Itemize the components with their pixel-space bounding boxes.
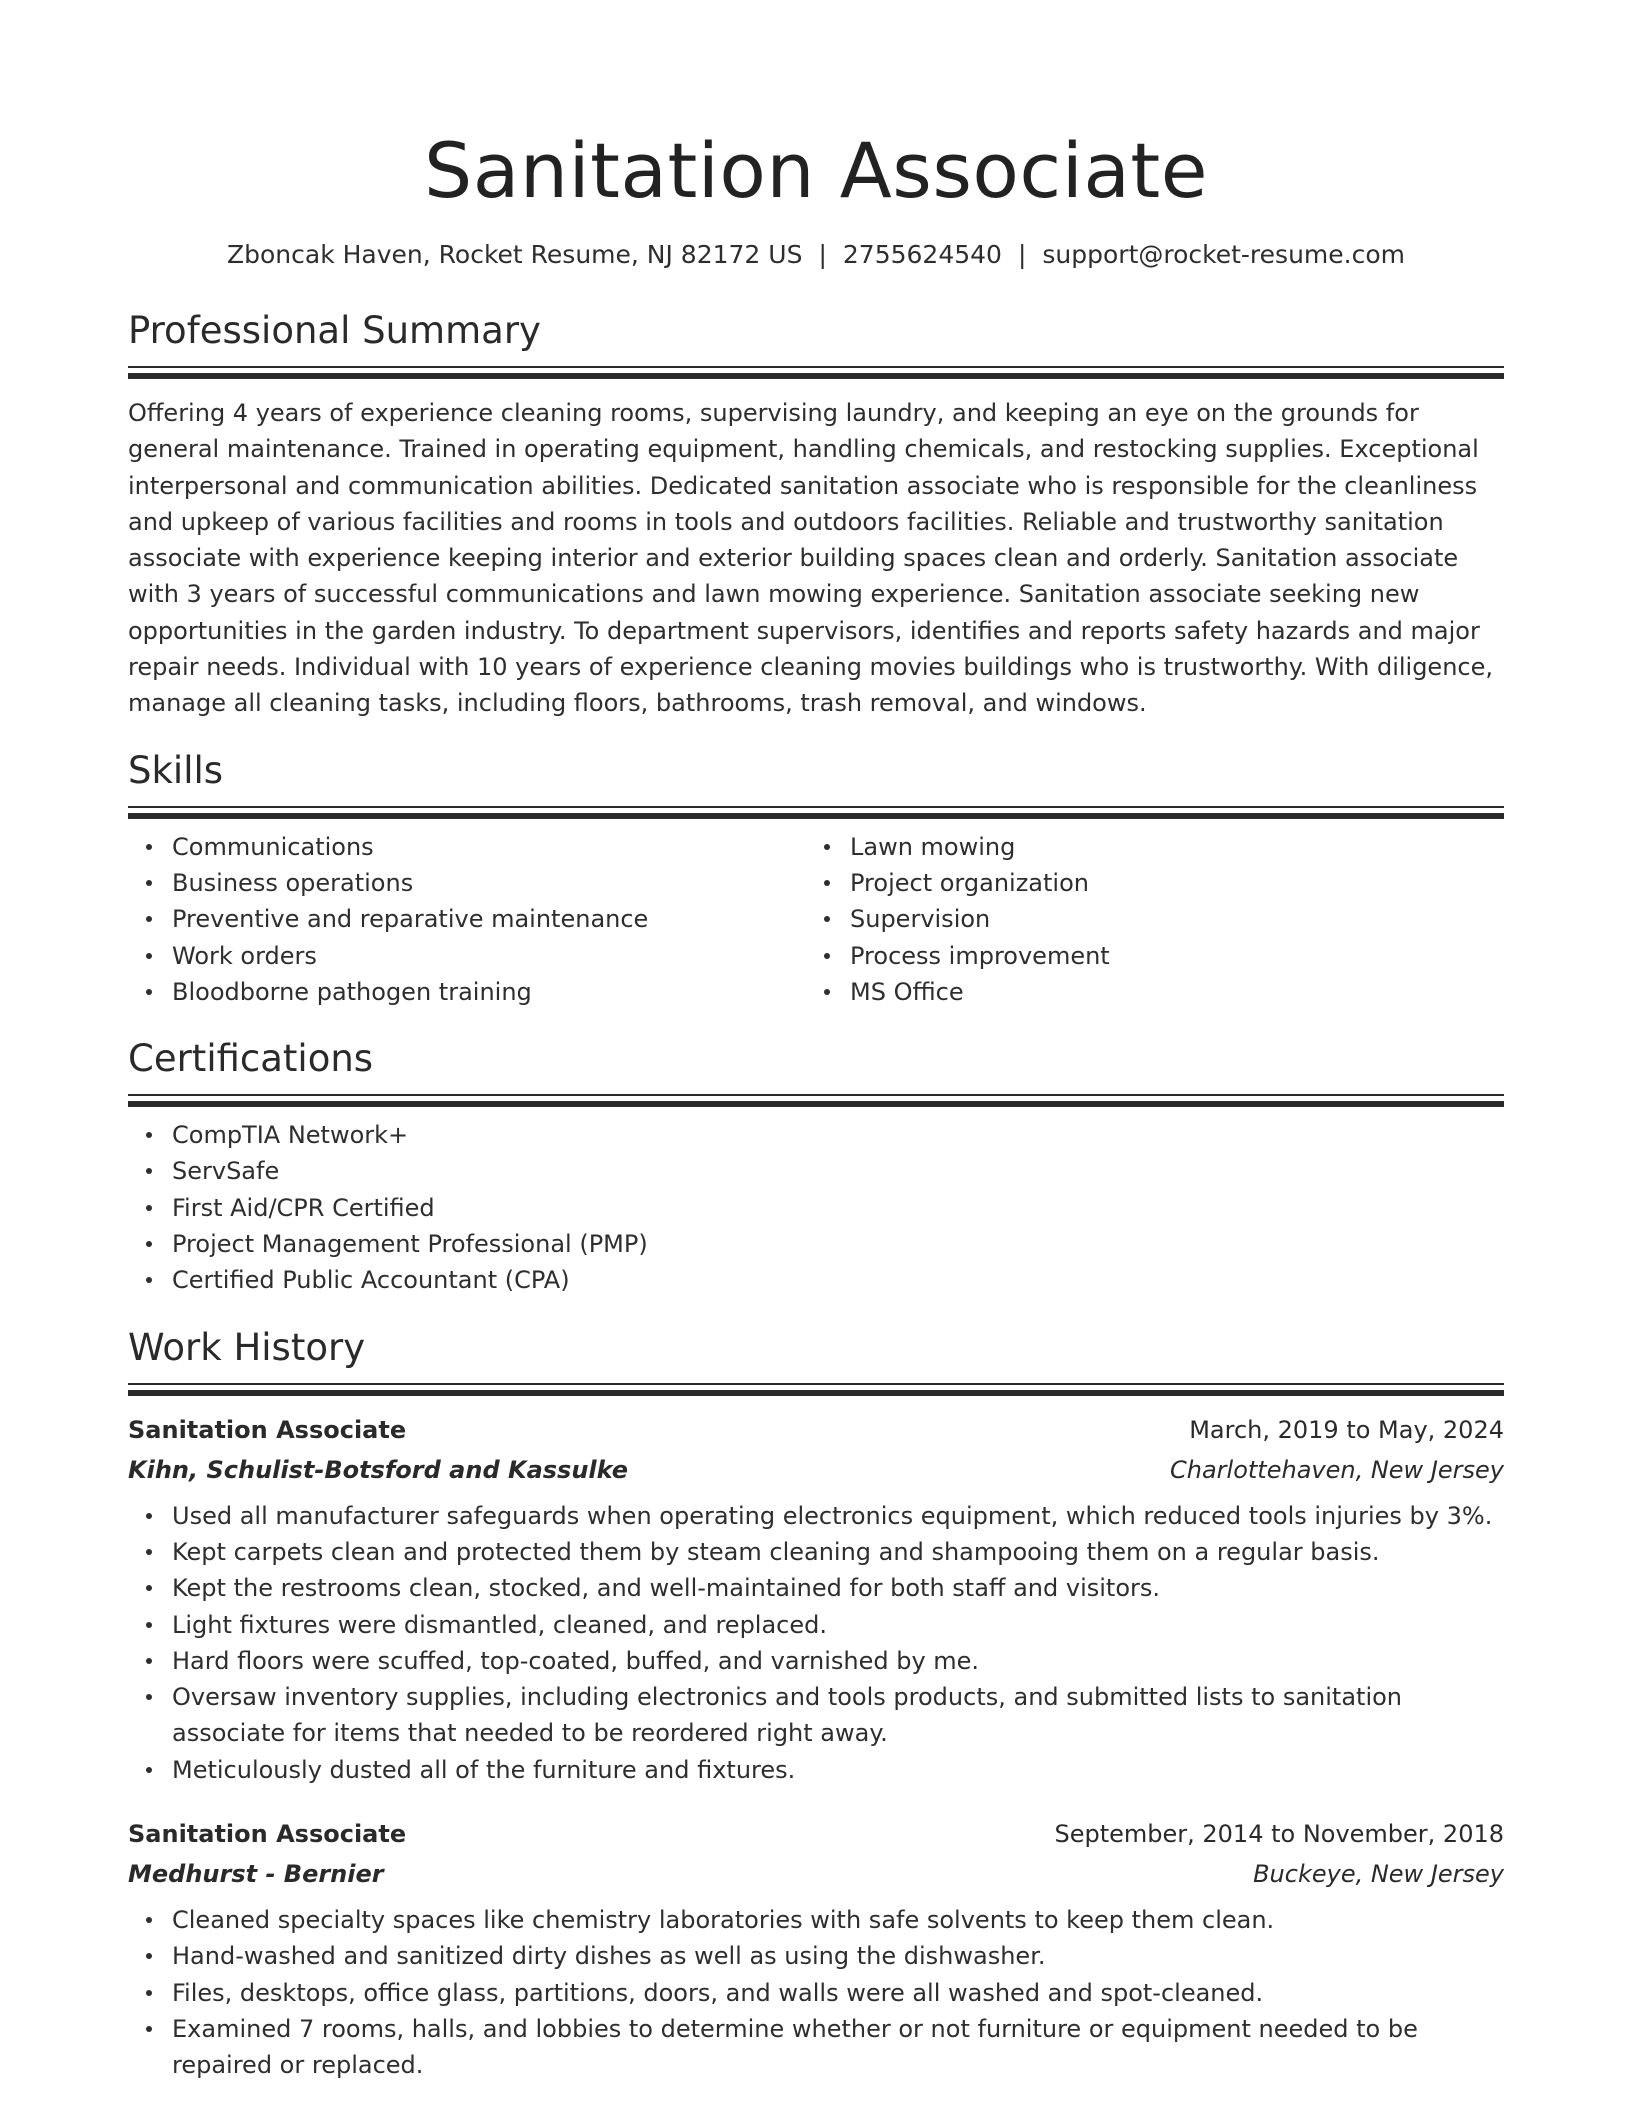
certifications-list (128, 1117, 1504, 1298)
job-location: Buckeye, New Jersey (1253, 1860, 1504, 1889)
skill-item: Work orders (172, 938, 806, 974)
certification-item: First Aid/CPR Certified (172, 1190, 1504, 1226)
section-heading-summary: Professional Summary (128, 309, 541, 352)
job-title: Sanitation Associate (128, 1415, 407, 1444)
section-heading-work-history: Work History (128, 1325, 366, 1369)
work-history-section (128, 1325, 1504, 2084)
job-duty-item: Kept the restrooms clean, stocked, and well-maintained for both staff and visitors. (172, 1570, 1504, 1606)
section-rule (128, 806, 1504, 819)
job-duty-item: Oversaw inventory supplies, including electronics and tools products, and submitted lists to sanitation associate for items that needed to be reordered right away. (172, 1679, 1504, 1752)
skill-item: Lawn mowing (850, 829, 1484, 865)
skills-grid (128, 829, 1504, 1010)
skill-item: Preventive and reparative maintenance (172, 901, 806, 937)
certification-item: CompTIA Network+ (172, 1117, 1504, 1153)
job-company-row (128, 1450, 1504, 1490)
section-rule (128, 1094, 1504, 1107)
job-duty-item: Hard floors were scuffed, top-coated, buffed, and varnished by me. (172, 1643, 1504, 1679)
job-duty-item: Cleaned specialty spaces like chemistry laboratories with safe solvents to keep them clean. (172, 1902, 1504, 1938)
candidate-name: Sanitation Associate (424, 126, 1208, 215)
summary-section (128, 308, 1504, 722)
job-duty-item: Kept carpets clean and protected them by steam cleaning and shampooing them on a regular basis. (172, 1534, 1504, 1570)
job-company-row (128, 1854, 1504, 1894)
skill-item: Project organization (850, 865, 1484, 901)
contact-separator: | (818, 240, 827, 269)
section-rule (128, 366, 1504, 379)
skill-item: Process improvement (850, 938, 1484, 974)
job-duties-list (128, 1498, 1504, 1788)
resume-page (128, 0, 1504, 2084)
skill-item: Communications (172, 829, 806, 865)
job-title: Sanitation Associate (128, 1820, 407, 1849)
job-company: Medhurst - Bernier (128, 1860, 384, 1889)
job-location: Charlottehaven, New Jersey (1170, 1455, 1504, 1484)
job-duty-item: Files, desktops, office glass, partitions, doors, and walls were all washed and spot-cleaned. (172, 1975, 1504, 2011)
contact-phone: 2755624540 (842, 240, 1002, 269)
job-duty-item: Light fixtures were dismantled, cleaned, and replaced. (172, 1607, 1504, 1643)
skills-column-left (128, 829, 806, 1010)
job-duty-item: Hand-washed and sanitized dirty dishes as well as using the dishwasher. (172, 1938, 1504, 1974)
job-header-row (128, 1814, 1504, 1854)
skill-item: Business operations (172, 865, 806, 901)
job-header-row (128, 1410, 1504, 1450)
job-duties-list (128, 1902, 1504, 2083)
certifications-section (128, 1036, 1504, 1298)
certification-item: Certified Public Accountant (CPA) (172, 1262, 1504, 1298)
skills-section (128, 748, 1504, 1010)
job-duty-item: Used all manufacturer safeguards when operating electronics equipment, which reduced tools injuries by 3%. (172, 1498, 1504, 1534)
contact-address: Zboncak Haven, Rocket Resume, NJ 82172 US (227, 240, 803, 269)
section-heading-skills: Skills (128, 748, 224, 792)
job-duty-item: Meticulously dusted all of the furniture and fixtures. (172, 1752, 1504, 1788)
job-dates: September, 2014 to November, 2018 (1054, 1820, 1504, 1849)
section-rule (128, 1383, 1504, 1396)
contact-line (128, 238, 1504, 272)
job-dates: March, 2019 to May, 2024 (1189, 1415, 1504, 1444)
skill-item: Bloodborne pathogen training (172, 974, 806, 1010)
skill-item: MS Office (850, 974, 1484, 1010)
job-duty-item: Examined 7 rooms, halls, and lobbies to determine whether or not furniture or equipment needed to be repaired or replaced. (172, 2011, 1504, 2084)
contact-email[interactable]: support@rocket-resume.com (1042, 240, 1405, 269)
certification-item: ServSafe (172, 1153, 1504, 1189)
job-entry (128, 1410, 1504, 1788)
summary-text: Offering 4 years of experience cleaning rooms, supervising laundry, and keeping an eye on the grounds for general maintenance. Trained in operating equipment, handling chemicals, and restocking supplies. Exceptional interpersonal and communication abilities. Dedicated sanitation associate who is responsible for the cleanliness and upkeep of various facilities and rooms in tools and outdoors facilities. Reliable and trustworthy sanitation associate with experience keeping interior and exterior building spaces clean and orderly. Sanitation associate with 3 years of successful communications and lawn mowing experience. Sanitation associate seeking new opportunities in the garden industry. To department supervisors, identifies and reports safety hazards and major repair needs. Individual with 10 years of experience cleaning movies buildings who is trustworthy. With diligence, manage all cleaning tasks, including floors, bathrooms, trash removal, and windows. (128, 399, 1493, 718)
job-company: Kihn, Schulist-Botsford and Kassulke (128, 1455, 629, 1484)
job-entry (128, 1814, 1504, 2083)
skill-item: Supervision (850, 901, 1484, 937)
skills-column-right (806, 829, 1484, 1010)
certification-item: Project Management Professional (PMP) (172, 1226, 1504, 1262)
contact-separator: | (1017, 240, 1027, 269)
section-heading-certifications: Certifications (128, 1037, 374, 1081)
